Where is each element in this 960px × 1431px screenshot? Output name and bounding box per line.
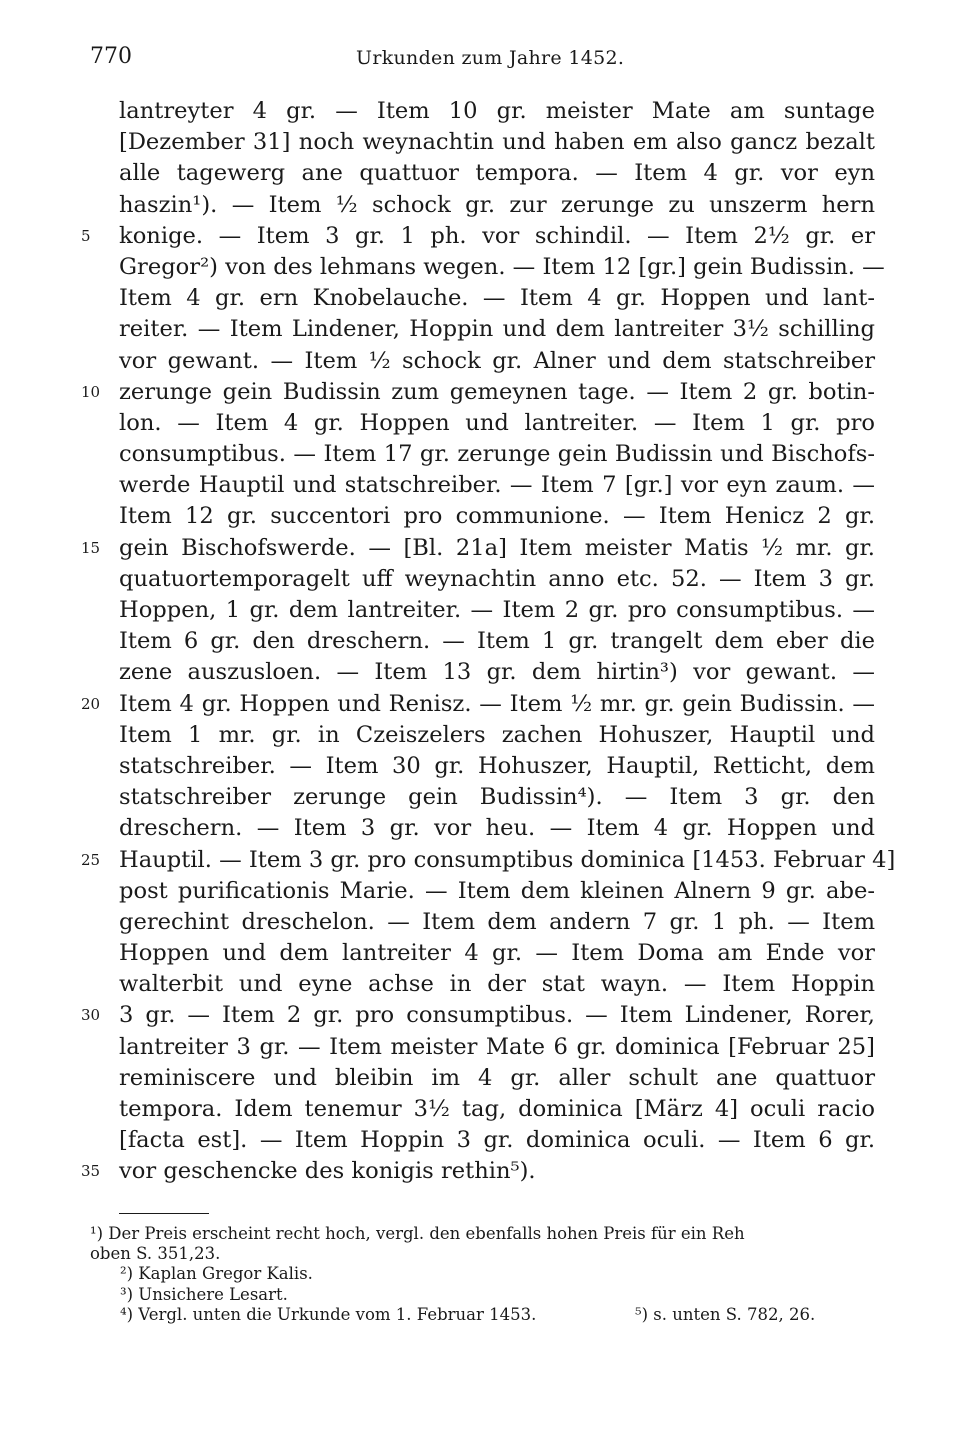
text-line: [119, 127, 875, 158]
running-title: Urkunden zum Jahre 1452.: [356, 47, 625, 69]
text-line: [119, 1032, 875, 1063]
text-line: [119, 1125, 875, 1156]
text-line: [81, 533, 875, 564]
text-line: [119, 969, 875, 1000]
footnote-1-line-2: oben S. 351,23.: [90, 1244, 221, 1264]
text-line: [119, 283, 875, 314]
line-text: zene auszusloen. — Item 13 gr. dem hirtin³) vor gewant. —: [119, 659, 875, 686]
line-text: Item 4 gr. ern Knobelauche. — Item 4 gr. Hoppen und lant-: [119, 285, 875, 312]
line-number: 30: [81, 1006, 101, 1025]
text-line: [119, 720, 875, 751]
text-line: [119, 346, 875, 377]
line-text: haszin¹). — Item ½ schock gr. zur zerunge zu unszerm hern: [119, 191, 875, 218]
text-line: [81, 377, 875, 408]
line-text: statschreiber. — Item 30 gr. Hohuszer, Hauptil, Retticht, dem: [119, 752, 875, 779]
footnote-4: ⁴) Vergl. unten die Urkunde vom 1. Februar 1453.: [120, 1304, 537, 1324]
footnotes: [90, 1224, 890, 1325]
text-line: [119, 782, 875, 813]
line-text: Item 12 gr. succentori pro communione. — Item Henicz 2 gr.: [119, 503, 875, 530]
text-line: [81, 1156, 875, 1187]
line-text: 3 gr. — Item 2 gr. pro consumptibus. — Item Lindener, Rorer,: [119, 1002, 875, 1029]
line-text: post purificationis Marie. — Item dem kleinen Alnern 9 gr. abe-: [119, 877, 875, 904]
line-number: 10: [81, 382, 101, 401]
text-line: [119, 158, 875, 189]
line-text: Hoppen, 1 gr. dem lantreiter. — Item 2 gr. pro consumptibus. —: [119, 597, 875, 623]
text-line: [119, 626, 875, 657]
text-line: [119, 501, 875, 532]
line-number: 35: [81, 1162, 101, 1181]
line-number: 15: [81, 538, 101, 557]
line-text: Item 1 mr. gr. in Czeiszelers zachen Hohuszer, Hauptil und: [119, 721, 875, 748]
line-number: 20: [81, 694, 101, 713]
line-text: [Dezember 31] noch weynachtin und haben em also gancz bezalt: [119, 129, 875, 156]
line-text: Hauptil. — Item 3 gr. pro consumptibus dominica [1453. Februar 4]: [119, 846, 896, 873]
text-line: [119, 1063, 875, 1094]
footnote-1-line-1: ¹) Der Preis erscheint recht hoch, vergl. den ebenfalls hohen Preis für ein Reh: [90, 1224, 745, 1243]
text-line: [119, 657, 875, 688]
main-text: [81, 96, 896, 1188]
page-number: 770: [90, 44, 132, 69]
line-text: vor gewant. — Item ½ schock gr. Alner und dem statschreiber: [119, 347, 875, 374]
text-line: [81, 1000, 875, 1031]
line-text: Hoppen und dem lantreiter 4 gr. — Item Doma am Ende vor: [119, 940, 875, 967]
line-text: consumptibus. — Item 17 gr. zerunge gein Budissin und Bischofs-: [119, 441, 875, 468]
text-line: [81, 689, 875, 720]
line-text: lantreiter 3 gr. — Item meister Mate 6 gr. dominica [Februar 25]: [119, 1033, 875, 1060]
text-line: [119, 595, 875, 626]
footnote-rule: [119, 1213, 209, 1214]
text-line: [119, 751, 875, 782]
line-text: gein Bischofswerde. — [Bl. 21a] Item meister Matis ½ mr. gr.: [119, 534, 875, 561]
line-text: Item 4 gr. Hoppen und Renisz. — Item ½ mr. gr. gein Budissin. —: [119, 690, 875, 717]
text-line: [119, 314, 875, 345]
text-line: [119, 907, 875, 938]
line-text: konige. — Item 3 gr. 1 ph. vor schindil. — Item 2½ gr. er: [119, 222, 875, 249]
line-number: 25: [81, 850, 101, 869]
line-text: [facta est]. — Item Hoppin 3 gr. dominica oculi. — Item 6 gr.: [119, 1127, 875, 1154]
text-line: [119, 408, 875, 439]
text-line: [119, 439, 875, 470]
line-text: vor geschencke des konigis rethin⁵).: [119, 1158, 536, 1185]
line-text: Gregor²) von des lehmans wegen. — Item 12 [gr.] gein Budissin. —: [119, 253, 885, 280]
line-text: reminiscere und bleibin im 4 gr. aller schult ane quattuor: [119, 1064, 875, 1091]
line-text: lantreyter 4 gr. — Item 10 gr. meister Mate am suntage: [119, 98, 875, 124]
line-text: dreschern. — Item 3 gr. vor heu. — Item 4 gr. Hoppen und: [119, 815, 875, 842]
footnote-2: ²) Kaplan Gregor Kalis.: [120, 1264, 313, 1284]
footnote-3: ³) Unsichere Lesart.: [120, 1284, 288, 1304]
text-line: [119, 470, 875, 501]
line-text: tempora. Idem tenemur 3½ tag, dominica [März 4] oculi racio: [119, 1096, 875, 1122]
text-line: [119, 564, 875, 595]
line-text: zerunge gein Budissin zum gemeynen tage. — Item 2 gr. botin-: [119, 378, 875, 405]
text-line: [119, 190, 875, 221]
line-text: gerechint dreschelon. — Item dem andern 7 gr. 1 ph. — Item: [119, 908, 875, 935]
footnote-5: ⁵) s. unten S. 782, 26.: [635, 1304, 816, 1324]
text-line: [119, 1094, 875, 1125]
line-text: Item 6 gr. den dreschern. — Item 1 gr. trangelt dem eber die: [119, 628, 875, 655]
text-line: [119, 96, 875, 127]
line-text: reiter. — Item Lindener, Hoppin und dem lantreiter 3½ schilling: [119, 316, 875, 343]
footnote-4-row: [90, 1305, 890, 1325]
line-text: alle tagewerg ane quattuor tempora. — Item 4 gr. vor eyn: [119, 160, 875, 187]
text-line: [81, 845, 896, 876]
text-line: [119, 813, 875, 844]
line-text: statschreiber zerunge gein Budissin⁴). — Item 3 gr. den: [119, 784, 875, 811]
line-text: werde Hauptil und statschreiber. — Item 7 [gr.] vor eyn zaum. —: [119, 472, 875, 499]
text-line: [119, 876, 875, 907]
line-text: quatuortemporagelt uff weynachtin anno etc. 52. — Item 3 gr.: [119, 565, 875, 592]
line-text: lon. — Item 4 gr. Hoppen und lantreiter. — Item 1 gr. pro: [119, 409, 875, 436]
text-line: [119, 252, 885, 283]
text-line: [119, 938, 875, 969]
line-number: 5: [81, 226, 91, 245]
text-line: [81, 221, 875, 252]
line-text: walterbit und eyne achse in der stat wayn. — Item Hoppin: [119, 971, 875, 998]
